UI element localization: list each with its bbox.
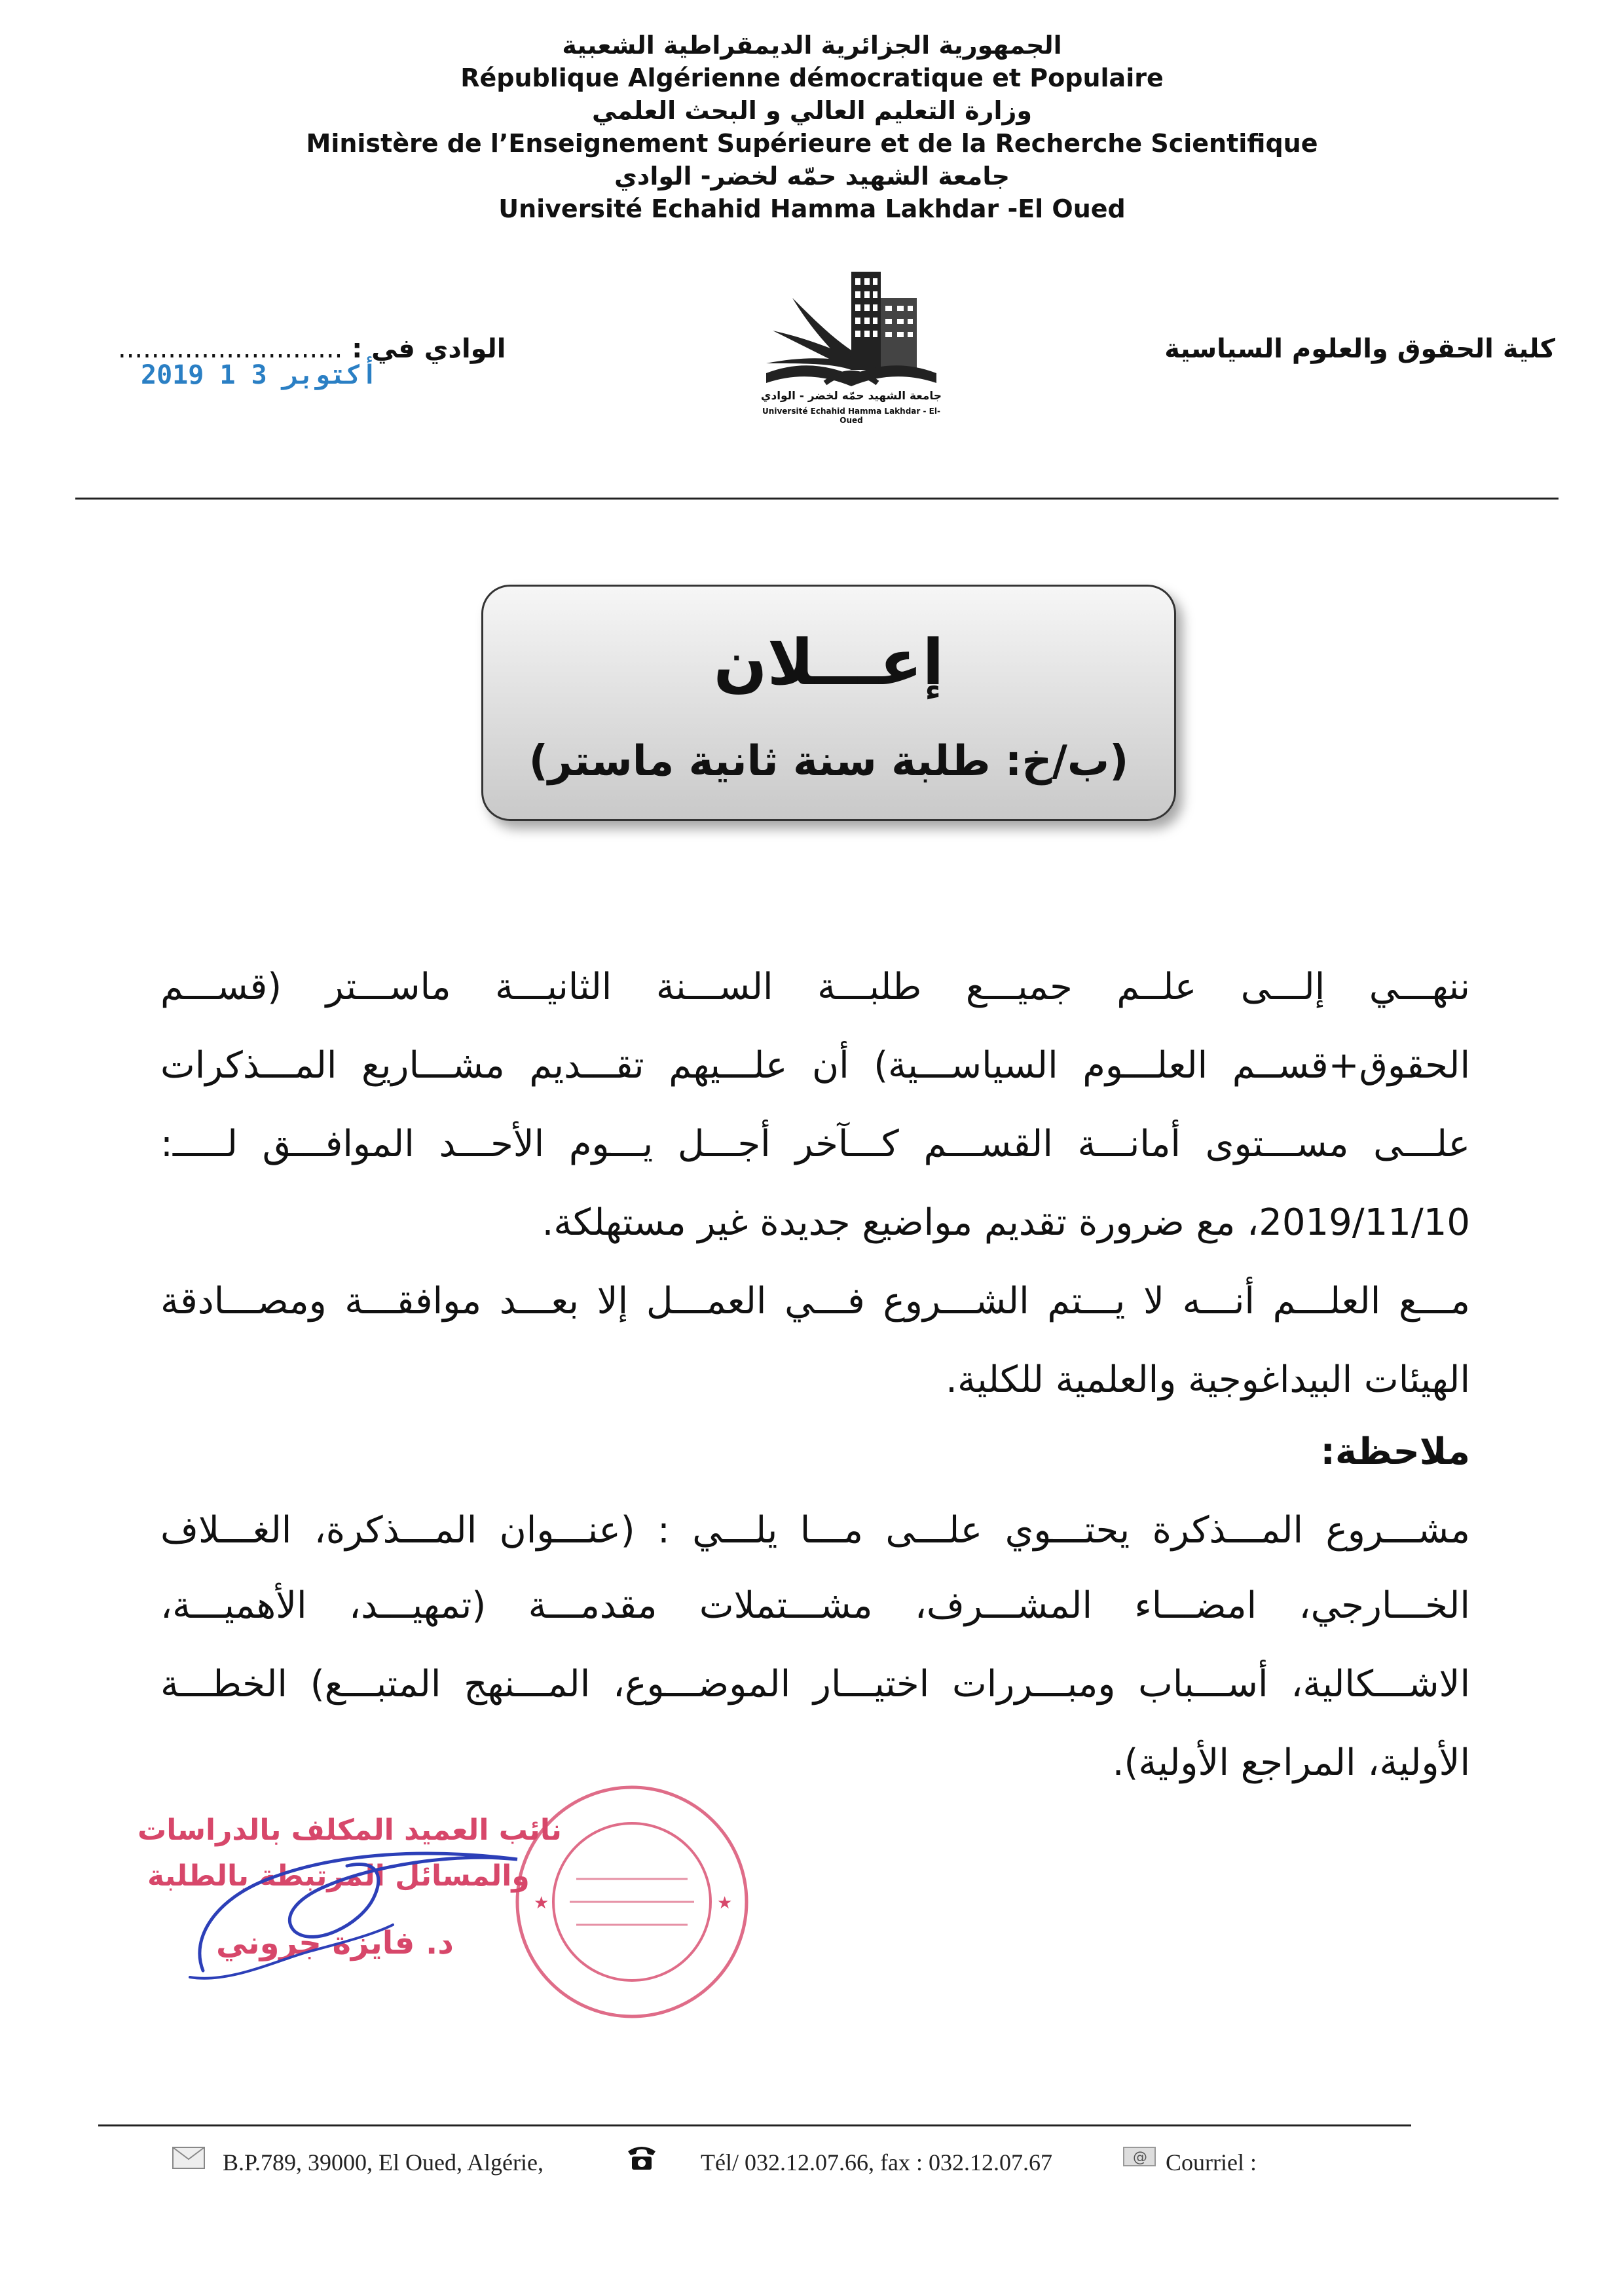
date-stamp: 2019 أكتوبر 3 1 xyxy=(141,360,378,390)
footer-email-label: Courriel : xyxy=(1166,2149,1257,2176)
header-ar-university: جامعة الشهيد حمّه لخضر- الوادي xyxy=(614,162,1010,191)
body-p1-line2: الحقوق+قســم العلـــوم السياســـية) أن علـــيهم تقـــديم مشـــاريع المـــذكرات xyxy=(160,1044,1470,1087)
announcement-subtitle: (ب/خ: طلبة سنة ثانية ماستر) xyxy=(528,737,1129,786)
body-p1-line4: 2019/11/10، مع ضرورة تقديم مواضيع جديدة غير مستهلكة. xyxy=(542,1201,1470,1244)
announcement-title: إعـــلان xyxy=(713,626,944,699)
signature-scribble-icon xyxy=(177,1820,635,2003)
announcement-banner xyxy=(481,585,1176,821)
university-logo-icon xyxy=(753,259,950,409)
body-p3-line2: الخـــارجي، امضـــاء المشـــرف، مشـــتملات مقدمـــة (تمهيـــد، الأهميـــة، xyxy=(160,1584,1470,1627)
svg-text:@: @ xyxy=(1133,2149,1147,2166)
faculty-name: كلية الحقوق والعلوم السياسية xyxy=(1164,334,1555,364)
email-icon xyxy=(1120,2142,1159,2168)
footer-phone-fax: Tél/ 032.12.07.66, fax : 032.12.07.67 xyxy=(701,2149,1052,2176)
body-p1-line1: ننهـــي إلـــى علــم جميـــع طلبـــة الســـنة الثانيـــة ماســـتر (قســـم xyxy=(160,966,1470,1008)
body-p3-line4: الأولية، المراجع الأولية). xyxy=(1112,1741,1470,1784)
header-fr-republic: République Algérienne démocratique et Populaire xyxy=(460,64,1164,92)
logo-caption-fr: Université Echahid Hamma Lakhdar - El-Oued xyxy=(762,407,940,425)
signature-title-line1: نائب العميد المكلف بالدراسات xyxy=(138,1813,562,1847)
telephone-icon xyxy=(625,2142,658,2171)
body-p2-line2: الهيئات البيداغوجية والعلمية للكلية. xyxy=(946,1358,1470,1401)
envelope-icon xyxy=(172,2146,206,2170)
header-ar-ministry: وزارة التعليم العالي و البحث العلمي xyxy=(592,96,1032,125)
note-label: ملاحظة: xyxy=(1320,1430,1470,1473)
signature-title-line2: والمسائل المرتبطة بالطلبة xyxy=(147,1859,530,1893)
body-p3-line1: مشـــروع المـــذكرة يحتـــوي علـــى مـــا يلـــي : (عنـــوان المـــذكرة، الغـــلاف xyxy=(160,1509,1470,1552)
svg-text:★: ★ xyxy=(534,1893,549,1913)
university-logo xyxy=(753,259,950,442)
body-p3-line3: الاشـــكالية، أســـباب ومبـــررات اختيـــار الموضـــوع، المـــنهج المتبـــع) الخطـــة xyxy=(160,1663,1470,1705)
header-ar-republic: الجمهورية الجزائرية الديمقراطية الشعبية xyxy=(562,31,1062,60)
date-label: الوادي في : xyxy=(352,334,506,364)
header-divider xyxy=(75,498,1559,500)
header-fr-ministry: Ministère de l’Enseignement Supérieure et de la Recherche Scientifique xyxy=(306,129,1318,158)
date-dots: ........................... xyxy=(118,334,343,364)
handwritten-signature xyxy=(177,1820,635,2003)
body-p1-line3: علـــى مســـتوى أمانـــة القســـم كـــآخر أجـــل يـــوم الأحـــد الموافـــق لـــــ: xyxy=(160,1123,1470,1165)
header-fr-university: Université Echahid Hamma Lakhdar -El Oued xyxy=(498,194,1126,223)
logo-caption-ar: جامعة الشهيد حمّه لخضر - الوادي xyxy=(760,390,942,403)
footer-divider xyxy=(98,2124,1411,2126)
signature-name: د. فايزة جروني xyxy=(216,1925,454,1961)
footer-address: B.P.789, 39000, El Oued, Algérie, xyxy=(223,2149,544,2176)
body-p2-line1: مـــع العلـــم أنـــه لا يـــتم الشـــروع فـــي العمـــل إلا بعـــد موافقـــة ومصـــادقة xyxy=(160,1280,1470,1322)
svg-text:★: ★ xyxy=(717,1893,733,1913)
